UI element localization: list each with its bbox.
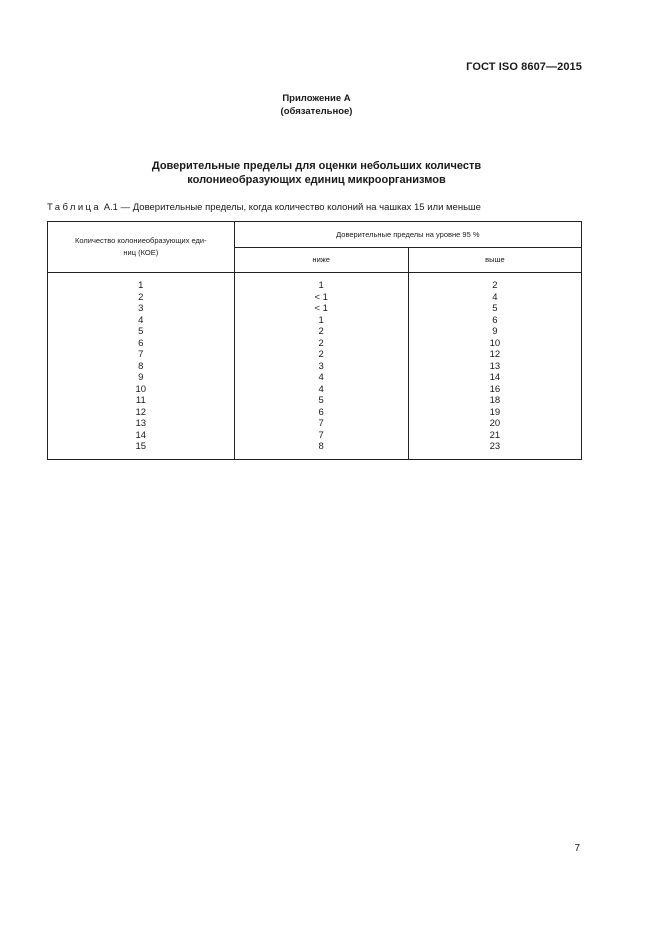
- count-cell: 15: [135, 441, 147, 452]
- high-limit-cell: 13: [489, 360, 501, 372]
- high-limit-cell: 9: [492, 326, 498, 337]
- low-limit-cell: 1: [318, 280, 324, 291]
- count-column: [48, 273, 235, 460]
- low-limit-column: [234, 273, 408, 460]
- low-limit-cell: 5: [318, 395, 324, 406]
- count-cell: 14: [135, 429, 147, 441]
- high-limit-cell: 14: [489, 372, 501, 383]
- annex-block: [0, 92, 633, 118]
- count-cell: 11: [135, 395, 146, 406]
- high-limit-cell: 16: [489, 383, 501, 395]
- annex-status: (обязательное): [280, 106, 353, 117]
- low-limit-cell: 4: [318, 372, 324, 383]
- low-limit-cell: 4: [318, 383, 324, 395]
- section-heading-line-1: Доверительные пределы для оценки небольших количеств: [151, 160, 482, 172]
- count-cell: 3: [138, 303, 144, 314]
- low-limit-cell: 2: [318, 349, 324, 360]
- count-cell: 7: [138, 349, 144, 360]
- section-heading-line-2: колониеобразующих единиц микроорганизмов: [187, 174, 446, 186]
- count-cell: 2: [138, 291, 144, 303]
- low-limit-cell: 2: [318, 337, 324, 349]
- low-limit-cell: < 1: [314, 303, 328, 314]
- low-limit-cell: 8: [318, 441, 324, 452]
- confidence-limits-table: [47, 221, 582, 460]
- high-limit-cell: 23: [489, 441, 501, 452]
- high-limit-column: [408, 273, 581, 460]
- table-caption-label: Таблица: [47, 202, 102, 213]
- page-number: 7: [574, 843, 580, 854]
- header-limits: Доверительные пределы на уровне 95 %: [234, 222, 581, 248]
- header-low: ниже: [234, 247, 408, 273]
- annex-title: Приложение А: [282, 93, 351, 104]
- high-limit-cell: 12: [489, 349, 501, 360]
- count-cell: 6: [138, 337, 144, 349]
- count-cell: 13: [135, 418, 147, 429]
- header-count-line-1: Количество колониеобразующих еди-: [75, 236, 207, 245]
- high-limit-cell: 20: [489, 418, 501, 429]
- count-cell: 5: [138, 326, 144, 337]
- count-cell: 4: [138, 314, 144, 326]
- low-limit-cell: 2: [318, 326, 324, 337]
- count-cell: 12: [135, 406, 147, 418]
- header-count-line-2: ниц (КОЕ): [123, 248, 159, 257]
- low-limit-cell: 7: [318, 418, 324, 429]
- count-cell: 9: [138, 372, 144, 383]
- low-limit-cell: 6: [318, 406, 324, 418]
- high-limit-cell: 21: [489, 429, 501, 441]
- section-heading: [0, 159, 633, 187]
- high-limit-cell: 4: [492, 291, 498, 303]
- high-limit-cell: 10: [489, 337, 501, 349]
- table-caption-text: А.1 — Доверительные пределы, когда количество колоний на чашках 15 или меньше: [101, 202, 481, 213]
- high-limit-cell: 2: [492, 280, 498, 291]
- low-limit-cell: 7: [318, 429, 324, 441]
- low-limit-cell: 3: [318, 360, 324, 372]
- header-high: выше: [408, 247, 581, 273]
- high-limit-cell: 19: [489, 406, 501, 418]
- high-limit-cell: 5: [492, 303, 498, 314]
- count-cell: 1: [138, 280, 144, 291]
- high-limit-cell: 6: [492, 314, 498, 326]
- low-limit-cell: < 1: [314, 291, 328, 303]
- table-body-row: [48, 273, 582, 460]
- header-count: [48, 222, 235, 273]
- table-caption: [47, 202, 481, 213]
- high-limit-cell: 18: [489, 395, 501, 406]
- count-cell: 10: [135, 383, 147, 395]
- count-cell: 8: [138, 360, 144, 372]
- low-limit-cell: 1: [318, 314, 324, 326]
- document-code: ГОСТ ISO 8607—2015: [466, 61, 582, 73]
